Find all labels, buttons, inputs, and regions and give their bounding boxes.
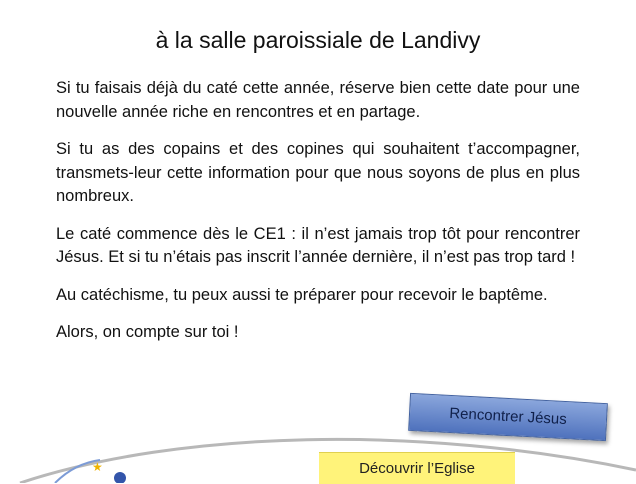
page-title: à la salle paroissiale de Landivy [155, 27, 481, 53]
rencontrer-jesus-button[interactable]: Rencontrer Jésus [408, 393, 608, 441]
logo-dot [114, 472, 126, 483]
paragraph-bapteme: Au catéchisme, tu peux aussi te préparer pour recevoir le baptême. [56, 285, 548, 304]
paragraph-cate-annee: Si tu faisais déjà du caté cette année, réserve bien cette date pour une nouvelle année riche en rencontres et en partage. [56, 79, 580, 121]
paragraph-ce1: Le caté commence dès le CE1 : il n’est jamais trop tôt pour rencontrer Jésus. Et si tu n’étais pas inscrit l’année dernière, il n’est pas trop tard ! [56, 224, 580, 266]
paragraph-compte-sur-toi: Alors, on compte sur toi ! [56, 323, 239, 341]
star-icon: ★ [92, 460, 103, 474]
paragraph-copains: Si tu as des copains et des copines qui souhaitent t’accompagner, transmets-leur cette information pour que nous soyons de plus en plus nombreux. [56, 140, 580, 205]
decouvrir-eglise-button[interactable]: Découvrir l’Eglise [319, 452, 515, 484]
